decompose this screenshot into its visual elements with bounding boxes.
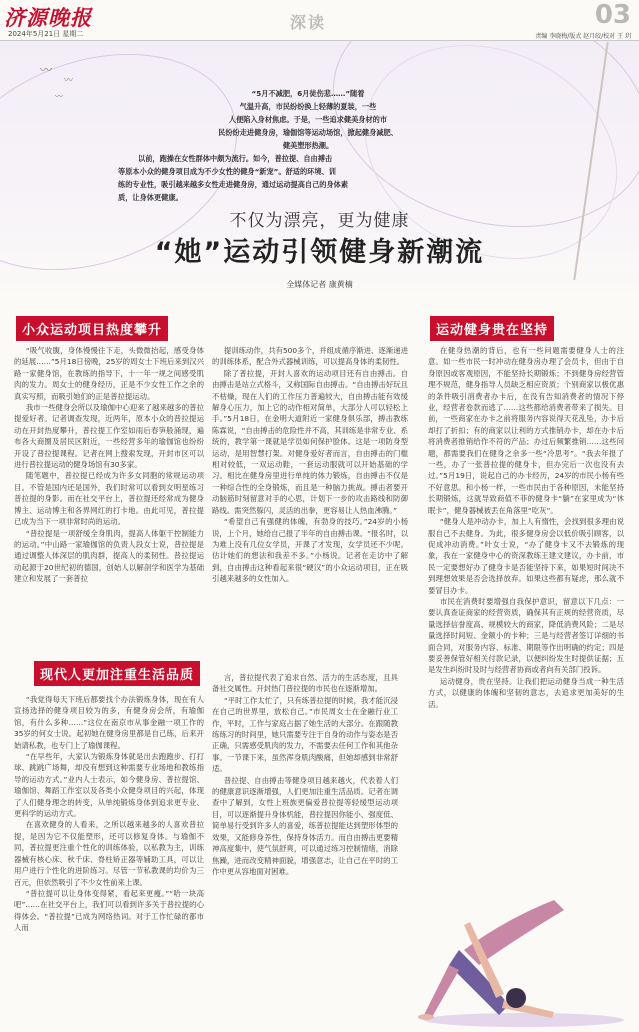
paragraph: 随笔题中，普拉提已经成为许多女同胞的常规运动项目。不管是国内还是国外，我们时常可以看到女明星练习普拉提的身影。而在社交平台上，普拉提还经常成为健身博主、运动博主和各界网红的打卡地。由此可见，普拉提已成为当下一项非常时尚的运动。 — [14, 471, 204, 527]
paragraph: 普拉提、自由搏击等健身项目越来越火，代表着人们的健康意识逐渐增强，人们更加注重生活品质。记者在调查中了解到，女性上班族更偏爱普拉提等轻缓型运动项目，可以逐渐提升身体机能，普拉提因你能小、强度低、简单易行受到许多人的喜爱，练普拉提能达到塑形体型的效果，又能修身养性，保持身体活力。而自由搏击更要精神高度集中，使气氛舒爽，可以通过练习控制情绪，消除焦躁，进而改变精神面貌，增强意志，让自己在平时的工作中更从容地面对困难。 — [212, 775, 398, 876]
bird-icon: 〰 — [55, 92, 63, 101]
issue-date: 2024年5月21日 星期二 — [8, 30, 84, 38]
masthead-logo: 济源晚报 — [4, 5, 92, 30]
section-heading-quality-of-life: 现代人更加注重生活品质 — [34, 661, 200, 686]
figure-foot — [418, 1014, 434, 1020]
intro-line: “5月不减肥，6月徒伤悲……”随着 — [251, 89, 365, 98]
intro-line: 健美塑形热潮。 — [282, 141, 334, 150]
section-heading-persistence: 运动健身贵在坚持 — [430, 316, 554, 341]
section-name: 深读 — [290, 13, 327, 32]
intro-line: 练的专业性，吸引越来越多女性走进健身房，通过运动提高自己的身体素 — [118, 180, 349, 189]
paragraph: “平时工作太忙了，只有练普拉提的时候，我才能沉浸在自己的世界里，放松自己。”市民周女士在金融行业工作，平时，工作与家庭占据了她生活的大部分。在跟随教练练习的时间里，她只需要专注于自身的动作与姿态是否正确，只需感受肌肉的发力，不需要去任何工作和其他杂事。一节课下来，虽然浑身肌肉酸痛，但她却感到非常舒适。 — [212, 695, 398, 774]
intro-paragraph — [118, 87, 468, 204]
intro-line: 气温升高，市民纷纷换上轻薄的夏装，一些 — [239, 102, 377, 111]
paragraph: 在喜欢健身的人看来，之所以越来越多的人喜欢普拉提，是因为它不仅能塑形，还可以修复身体。与瑜伽不同，普拉提更注重个性化的训练体验，以私教为主，训练器械有核心床、秋千床、脊柱矫正器等辅助工具，可以让用户进行个性化的进阶练习。尽管一节私教课的均价为三百元，但依然吸引了不少女性前来上课。 — [14, 820, 204, 887]
paragraph: 市民在消费时要增强自我保护意识，留意以下几点：一要认真查证商家的经营资质，确保其有正规的经营资质，尽量选择信誉度高、规模较大的商家，降低消费风险；二是尽量选择时间短、金额小的卡种；三是与经营者签订详细的书面合同，对服务内容、标准、期限等作出明确的约定；四是要妥善保管好相关付款记录，以便纠纷发生时提供证据；五是发生纠纷时及时与经营者协商或者向有关部门投诉。 — [428, 596, 624, 675]
page-number: 03 — [594, 0, 631, 30]
page-header — [0, 0, 639, 41]
intro-line: 等原本小众的健身项目成为不少女性的健身“新宠”。舒适的环境、训 — [118, 167, 336, 176]
article-column-1 — [14, 345, 204, 645]
section-heading-niche-sports: 小众运动项目热度攀升 — [16, 316, 168, 341]
paragraph: 言，普拉提代表了追求自然、活力的生活态度，且具备社交属性。开封热门普拉提的市民也在逐渐增加。 — [212, 673, 398, 694]
intro-line: 质，让身体更健康。 — [118, 193, 183, 202]
article-column-3 — [428, 345, 624, 875]
yoga-mat-shadow — [424, 1013, 624, 1027]
bird-icon: 〰 — [64, 76, 74, 86]
article-byline: 全媒体记者 康黄楠 — [286, 280, 353, 289]
article-column-5 — [212, 672, 398, 1024]
paragraph: “我觉得每天下班后都要找个办法锻炼身体，现在有人宣扬选择的健身项目较为的多，有健身房会所，有瑜伽馆，有什么多种……”这位在南京市从事金融一项工作的35岁的何女士说。起初她在健身房里都是自己练，后来开始请私教，也专门上了瑜伽课程。 — [14, 695, 204, 750]
paragraph: 在健身热潮的背后，也有一些问题需要健身人士的注意。如一些市民一时冲动在健身房办理了会员卡，但由于自身原因或客观原因，不能坚持长期锻炼；不到健身房经营管理不规范，健身指导人员缺乏相应资质；个别商家以极优惠的条件吸引消费者办卡后，在没有告知消费者的情况下停业，经营者卷款而逃了……这些都给消费者带来了损失。目前，一些商家在办卡之前将服务内容说得天花乱坠，办卡后却打了折扣；有的商家以让利的方式推销办卡，却在办卡后将消费者推销给作不符的产品；办过后频繁推销……这些问题，都需要我们在健身之余多一些“冷思考”。“我去年报了一些，办了一张普拉提的健身卡，但办完后一次也没有去过。”5月19日，说起自己的办卡经历，24岁的市民小杨有些不好意思。和小杨一样，一些市民由于各种原因，未能坚持长期锻炼，这就导致商值不菲的健身卡“躺”在家里成为“休眠卡”，健身器械被丢在角落里“吃灰”。 — [428, 346, 624, 515]
editor-credits: 责编 李晓梅/版式 赵月皎/校对 王 玥 — [535, 33, 631, 40]
paragraph: “希望自己有强健的体魄，有勃身的技巧。”24岁的小杨说，上个月，她给自己报了半年的自由搏击课。“报名时，以为难上没有几位女学员，开课了才发现，女学员还不少呢。估计她们的想法和我差不多。”小杨说。记者在走访中了解到，自由搏击这种看起来很“硬汉”的小众运动项目，正在吸引越来越多的女性加入。 — [212, 517, 408, 584]
article-subtitle: 不仅为漂亮，更为健康 — [229, 211, 410, 231]
paragraph: 我市一些健身会所以及瑜伽中心迎来了越来越多的普拉提爱好者。记者调查发现，近两年，原本小众的普拉提运动在开封热度攀升，普拉提工作室如雨后春笋般涌现，遍布各大商圈及居民区附近，一些经营多年的瑜伽馆也纷纷开设了普拉提课程。记者在网上搜索发现，开封市区可以进行普拉提运动的健身场馆有30多家。 — [14, 403, 204, 470]
yoga-woman-illustration — [404, 880, 629, 1030]
paragraph: “普拉提可以让身体变得紧，看起来更瘦。”“哈一块高吧”……在社交平台上，我们可以看到许多关于普拉提的心得体会。“普拉提”已成为网络热词。对于工作忙碌的都市人而 — [14, 888, 204, 933]
paragraph: 运动健身，贵在坚持。让我们把运动健身当成一种生活方式，以健康的体魄和坚韧的意志，去追求更加美好的生活。 — [428, 676, 624, 709]
intro-line: 人便陷入身材焦虑。于是，一些追求健美身材的市 — [228, 115, 388, 124]
figure-head — [506, 988, 526, 1008]
hero-banner — [0, 41, 639, 303]
paragraph: “普拉提是一项舒缓全身肌肉，提高人体躯干控制能力的运动。”中山路一家瑜伽馆的负责人段女士说，普拉提是通过调整人体深层的肌肉群，提高人的柔韧性。普拉提运动起源于20世纪初的德国，创始人以解剖学和医学为基础建立和发展了一套普拉 — [14, 528, 204, 584]
paragraph: “在早些年，大家认为锻炼身体就是出去跑跑步、打打球、跳跳广场舞，却没有想到这种需要专业场地和教练指导的运动方式。”业内人士表示，如今健身房、普拉提馆、瑜伽馆、舞蹈工作室以及各类小众健身项目的兴起，体现了人们健身理念的转变，从单纯锻炼身体到追求更专业、更科学的运动方式。 — [14, 752, 204, 819]
paragraph: “吸气收腹，身体慢慢往下走，头微微抬起，感受身体的延展……”5月18日傍晚，25岁的周女士下班后来到汉兴路一家健身馆，在教练的指导下，十一年一规之间感受肌肉的发力。周女士的健身经历，正是不少女性工作之余的真实写照，而吸引她们的正是普拉提运动。 — [14, 346, 204, 401]
article-column-2 — [212, 345, 408, 645]
bird-icon: 〰 — [40, 63, 53, 77]
article-title: “她”运动引领健身新潮流 — [154, 237, 485, 268]
intro-line: 以前，跑操在女性群体中颇为流行。如今，普拉提、自由搏击 — [138, 154, 333, 163]
intro-line: 民纷纷走进健身房，瑜伽馆等运动场馆，掀起健身减肥、 — [218, 128, 398, 137]
paragraph: “健身人是冲动办卡，加上人有惰性，会找到很多理由说服自己不去健身。为此，很多健身房会以低价吸引顾客，以促成冲动消费。”叶女士说，“办了健身卡又不去锻炼的现象，我在一家健身中心的资深教练王建文建议，办卡前，市民一定要想好办了健身卡是否能坚持下来，如果短时间决不到理想效果是否会选择放弃。如果这些都有疑虑，那么就不要冒目办卡。 — [428, 517, 624, 595]
paragraph: 提训练动作，共有500多个，并组成循序渐进、逐渐递进的训练体系，配合外式器械训练，可以提高身体的柔韧性。 — [212, 346, 408, 367]
paragraph: 除了普拉提，开封人喜欢的运动项目还有自由搏击。自由搏击是站立式格斗，又称国际自由搏击。“自由搏击好玩且不枯燥，现在人们的工作压力普遍较大，自由搏击能有效缓解身心压力，加上它的动作相对简单，大部分人可以轻松上手。”5月18日，在金明大道附近一家健身俱乐部，搏击教练陈霖说，“自由搏击的危险性并不高，其训练是非常专业、系统的，教学第一课就是学员如何保护脸体。这是一项防身型运动，是用智慧打架。对健身爱好者而言，自由搏击的门槛相对较低，一双运动鞋，一套运动服就可以开始基础的学习。相比在健身房里进行单纯的体力锻炼，自由搏击不仅是一种综合性的全身锻炼，而且是一种脑力挑战。搏击者要开动脑筋时刻留意对手的心思，计划下一步的攻击路线和防御路线。需突然躲闪，灵活的出拳，更容易让人热血沸腾。” — [212, 368, 408, 515]
article-column-4 — [14, 694, 204, 1024]
figure-leg — [424, 965, 459, 1017]
